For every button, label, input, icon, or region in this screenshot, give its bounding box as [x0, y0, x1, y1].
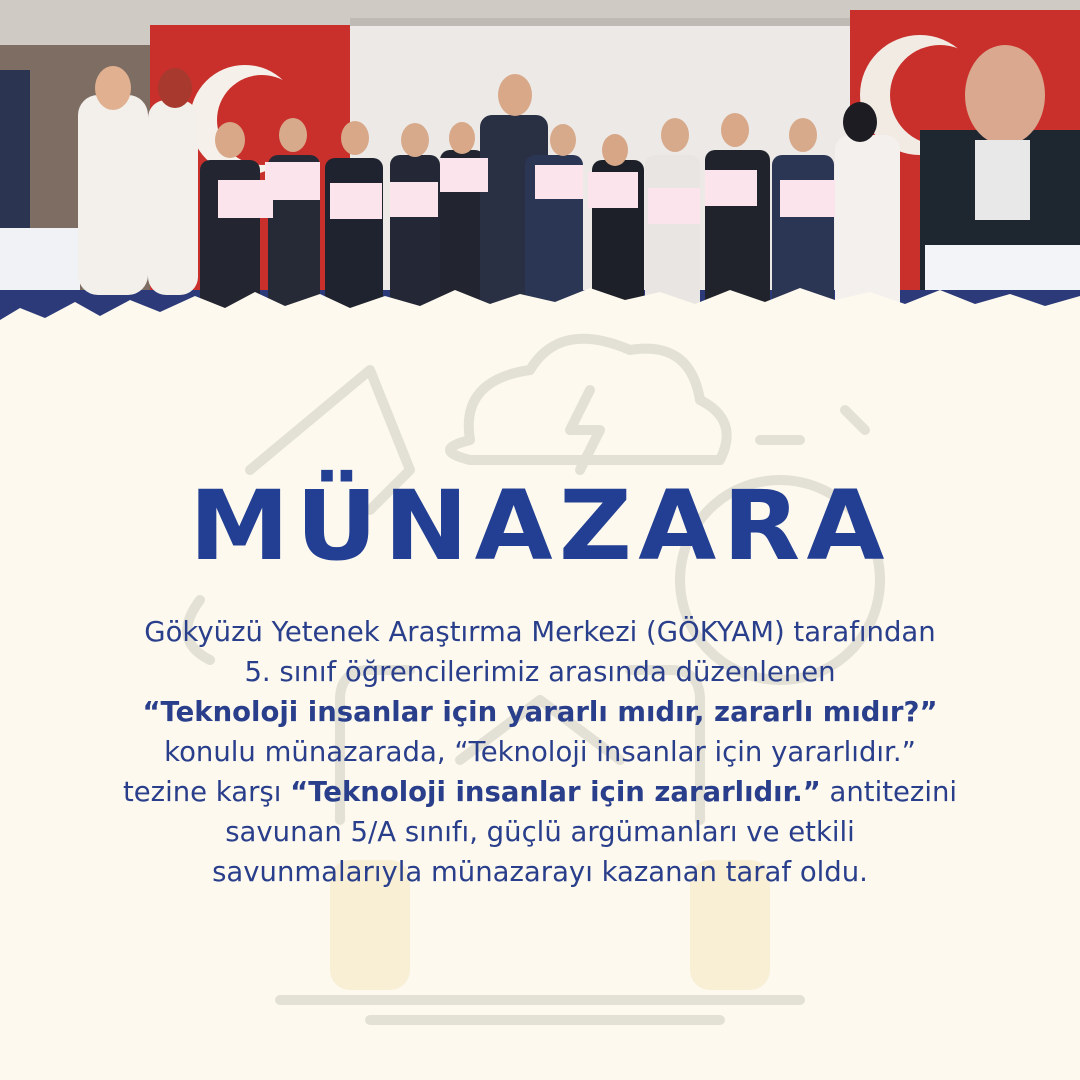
text-segment: savunan 5/A sınıfı, güçlü argümanları ve etkili	[225, 816, 855, 848]
description-line	[60, 732, 1020, 772]
text-segment: 5. sınıf öğrencilerimiz arasında düzenlenen	[244, 656, 836, 688]
poster-title: MÜNAZARA	[189, 470, 891, 582]
description-line	[60, 652, 1020, 692]
text-segment: tezine karşı	[122, 776, 291, 808]
description-line	[60, 692, 1020, 732]
text-segment: konulu münazarada, “Teknoloji insanlar için yararlıdır.”	[164, 736, 916, 768]
text-segment: savunmalarıyla münazarayı kazanan taraf oldu.	[212, 856, 868, 888]
description-line	[60, 612, 1020, 652]
text-segment: Gökyüzü Yetenek Araştırma Merkezi (GÖKYAM) tarafından	[144, 616, 936, 648]
description-line	[60, 812, 1020, 852]
bold-phrase: “Teknoloji insanlar için yararlı mıdır, zararlı mıdır?”	[142, 696, 938, 728]
description-line	[60, 772, 1020, 812]
description-line	[60, 852, 1020, 892]
text-segment: antitezini	[820, 776, 958, 808]
bold-phrase: “Teknoloji insanlar için zararlıdır.”	[290, 776, 821, 808]
description-text	[60, 612, 1020, 892]
